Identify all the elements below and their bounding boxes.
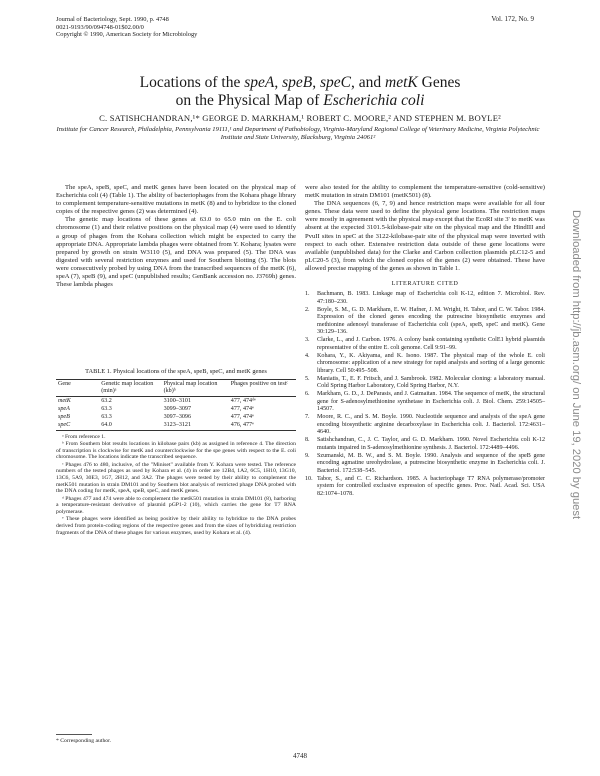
- reference-item: [305, 453, 545, 476]
- physical-locations-table: [56, 379, 296, 431]
- reference-list: [305, 291, 545, 498]
- title-gene-speB: speB: [282, 74, 313, 91]
- physical-map-cell: 3099–3097: [163, 405, 191, 412]
- reference-item: [305, 307, 545, 337]
- reference-item: [305, 391, 545, 414]
- title-text: , and: [351, 74, 386, 91]
- table-row: [56, 397, 296, 406]
- table-footnote: ᵇ From Southern blot results locations in kilobase pairs (kb) as assigned in reference 4. The direction of transcription is clockwise for metK and counterclockwise for the spe genes with respect to the E. coli chromosome. The locations indicate the transcribed sequence.: [56, 441, 296, 461]
- gene-cell: speB: [58, 413, 70, 420]
- article-title: [20, 74, 580, 110]
- page-number: 4748: [293, 752, 307, 760]
- title-organism: Escherichia coli: [323, 92, 425, 109]
- table-header-cell: Gene: [56, 380, 99, 397]
- reference-text: Moore, R. C., and S. M. Boyle. 1990. Nucleotide sequence and analysis of the speA gene encoding biosynthetic arginine decarboxylase in Escherichia coli. J. Bacteriol. 172:4631–4640.: [317, 414, 545, 436]
- journal-header: [56, 16, 197, 39]
- reference-number: 8.: [305, 437, 310, 444]
- reference-text: Bachmann, B. 1983. Linkage map of Escherichia coli K-12, edition 7. Microbiol. Rev. 47:180–230.: [317, 291, 545, 305]
- table-header-cell: Phages positive on testᶜ: [229, 380, 296, 397]
- references-heading: LITERATURE CITED: [391, 280, 459, 288]
- reference-text: Tabor, S., and C. C. Richardson. 1985. A bacteriophage T7 RNA polymerase/promoter system for controlled exclusive expression of specific genes. Proc. Natl. Acad. Sci. USA 82:1074–1078.: [317, 475, 545, 497]
- reference-number: 2.: [305, 306, 310, 313]
- right-column: [305, 184, 545, 499]
- reference-text: Satishchandran, C., J. C. Taylor, and G. D. Markham. 1990. Novel Escherichia coli K-12 mutants impaired in S-adenosylmethionine synthesis. J. Bacteriol. 172:4489–4496.: [317, 437, 545, 451]
- table-footnote: ᵈ Phages 477 and 474 were able to complement the metK501 mutation in strain DM101 (8), harboring a temperature-resistant derivative of plasmid pGP1-2 (10), which carries the gene for T7 RNA polymerase.: [56, 495, 296, 516]
- table-row: [56, 422, 296, 431]
- reference-number: 3.: [305, 337, 310, 344]
- genetic-map-cell: 64.0: [99, 422, 161, 431]
- reference-number: 7.: [305, 414, 310, 421]
- table-1: [56, 368, 296, 537]
- title-gene-speC: speC: [320, 74, 352, 91]
- body-paragraph-3: were also tested for the ability to complement the temperature-sensitive (cold-sensitive) metK mutation in strain DM101 (metK501) (8).: [305, 184, 545, 200]
- reference-text: Szumanski, M. B. W., and S. M. Boyle. 1990. Analysis and sequence of the speB gene encoding agmatine ureohydrolase, a putrescine biosynthetic enzyme in Escherichia coli. J. Bacteriol. 172:538–545.: [317, 452, 545, 474]
- journal-citation-line: Journal of Bacteriology, Sept. 1990, p. 4748: [56, 16, 169, 23]
- left-column: [56, 184, 296, 289]
- body-paragraph-1: The speA, speB, speC, and metK genes have been located on the physical map of Escherichia coli (4) (Table 1). The ability of bacteriophages from the Kohara phage library to complement temperature-sensitive mutations in metK (8) and to hybridize to the cloned copies of the respective genes (2) was determined (4).: [56, 184, 296, 216]
- table-footnote: ᵉ These phages were identified as being positive by their ability to hybridize to the DNA probes derived from protein-coding regions of the respective genes and from the sizes of hybridizing restriction fragments of the DNA of these phages for various enzymes, used by Kohara et al. (4).: [56, 516, 296, 536]
- physical-map-cell: 3123–3121: [162, 422, 229, 431]
- phages-cell: 477, 474ᵉ: [230, 405, 254, 412]
- reference-number: 1.: [305, 291, 310, 298]
- footnote-rule: [56, 734, 92, 735]
- title-gene-metK: metK: [385, 74, 418, 91]
- physical-map-cell: 3097–3096: [163, 413, 191, 420]
- copyright-line: Copyright © 1990, American Society for Microbiology: [56, 31, 198, 39]
- volume-label: Vol. 172, No. 9: [491, 15, 534, 23]
- title-gene-speA: speA: [244, 74, 275, 91]
- reference-number: 9.: [305, 452, 310, 459]
- body-paragraph-4: The DNA sequences (6, 7, 9) and hence restriction maps were available for all four genes. These data were used to define the physical gene locations. The restriction maps were mostly in agreement with the physical map except that the EcoRI site 3' to metK was absent at the expected 3101.5-kilobase-pair site on the physical map and the HindIII and PvuII sites in speC at the 3122-kilobase-pair site of the physical map were inverted with respect to each other. Extensive restriction data outside of these gene locations were available (unpublished data) for the Clarke and Carbon collection plasmids pLC12-5 and pLC20-5 (3), from which the cloned copies of the genes (2) were obtained. These have allowed precise mapping of the genes as shown in Table 1.: [305, 200, 545, 272]
- title-text: ,: [274, 74, 283, 91]
- reference-text: Markham, G. D., J. DeParasis, and J. Gatmaitan. 1984. The sequence of metK, the structural gene for S-adenosylmethionine synthetase in Escherichia coli. J. Biol. Chem. 259:14505–14507.: [317, 391, 545, 413]
- title-line-1: [20, 74, 580, 92]
- title-text: ,: [312, 74, 321, 91]
- reference-item: [305, 376, 545, 391]
- phages-cell: 477, 474ᵈᵉ: [230, 397, 256, 404]
- corresponding-author-note: * Corresponding author.: [56, 738, 112, 744]
- table-footnote: ᶜ Phages 476 to 480, inclusive, of the "Miniset" available from Y. Kohara were tested. The reference numbers of the tested phages as used by Kohara et al. (4) in order are 12B4, 1A2, 6C5, 1H10, 13G10, 13C6, 5A9, 30E3, 1G7, 2H12, and 3A2. The phages were tested by their ability to complement the metK501 mutation in strain DM101 and by Southern blot analysis of restricted phage DNA probed with the DNA coding for metK, speA, speB, speC, and metK genes.: [56, 461, 296, 495]
- title-text: on the Physical Map of: [175, 92, 324, 109]
- phages-cell: 477, 474ᵉ: [230, 413, 254, 420]
- title-line-2: [20, 92, 580, 110]
- reference-number: 6.: [305, 391, 310, 398]
- reference-text: Kohara, Y., K. Akiyama, and K. Isono. 1987. The physical map of the whole E. coli chromosome: application of a new strategy for rapid analysis and sorting of a large genomic library. Cell 50:495–508.: [317, 352, 545, 374]
- gene-cell: speA: [58, 405, 70, 412]
- table-caption: TABLE 1. Physical locations of the speA, speB, speC, and metK genes: [85, 368, 267, 375]
- reference-item: [305, 476, 545, 499]
- gene-cell: metK: [58, 397, 71, 404]
- title-text: Genes: [417, 74, 461, 91]
- body-paragraph-2: The genetic map locations of these genes at 63.0 to 65.0 min on the E. coli chromosome (1) and their relative positions on the physical map (4) were used to identify a group of phages from the Kohara collection which might be expected to carry the appropriate DNA. Appropriate lambda phages were obtained from Y. Kohara; lysates were prepared by growth on strain W3110 (5), and DNA was prepared (5). The DNA was digested with several restriction enzymes and used for Southern blotting (5). The blots were consecutively probed by using DNA from the transcribed sequences of the metK (6), speA (7), speB (9), and speC (unpublished results; GenBank accession no. J3769h) genes. These lambda phages: [56, 216, 296, 289]
- table-footnotes: [56, 434, 296, 537]
- reference-item: [305, 437, 545, 452]
- author-list: C. SATISHCHANDRAN,¹* GEORGE D. MARKHAM,¹ ROBERT C. MOORE,² AND STEPHEN M. BOYLE²: [99, 113, 501, 123]
- genetic-map-cell: 63.3: [101, 405, 112, 412]
- reference-number: 5.: [305, 375, 310, 382]
- table-header-row: [56, 380, 296, 397]
- phages-cell: 476, 477ᵉ: [229, 422, 296, 431]
- genetic-map-cell: 63.2: [101, 397, 112, 404]
- table-row: [56, 405, 296, 413]
- reference-item: [305, 414, 545, 437]
- reference-item: [305, 337, 545, 352]
- reference-number: 10.: [305, 475, 313, 482]
- download-watermark-text: Downloaded from http://jb.asm.org/ on June 19, 2020 by guest: [570, 210, 582, 520]
- table-header-cell: Genetic map location (min)ᵃ: [99, 380, 161, 397]
- reference-text: Maniatis, T., E. F. Fritsch, and J. Sambrook. 1982. Molecular cloning: a laboratory manual. Cold Spring Harbor Laboratory, Cold Spring Harbor, N.Y.: [317, 375, 545, 390]
- reference-number: 4.: [305, 352, 310, 359]
- physical-map-cell: 3100–3101: [163, 397, 191, 404]
- affiliations: Institute for Cancer Research, Philadelphia, Pennsylvania 19111,¹ and Department of Pathobiology, Virginia-Maryland Regional College of Veterinary Medicine, Virginia Polytechnic Institute and State University, Blacksburg, Virginia 24061²: [56, 126, 540, 141]
- table-row: [56, 413, 296, 421]
- table-header-cell: Physical map location (kb)ᵇ: [162, 380, 229, 397]
- reference-text: Clarke, L., and J. Carbon. 1976. A colony bank containing synthetic ColE1 hybrid plasmids representative of the entire E. coli genome. Cell 9:91–99.: [317, 337, 545, 351]
- title-text: Locations of the: [139, 74, 245, 91]
- reference-text: Boyle, S. M., G. D. Markham, E. W. Hafner, J. M. Wright, H. Tabor, and C. W. Tabor. 1984. Expression of the cloned genes encoding the putrescine biosynthetic enzymes and methionine adenosyl transferase of Escherichia coli (speA, speB, speC and metK). Gene 30:129–136.: [317, 306, 545, 336]
- journal-code-line: 0021-9193/90/094748-01$02.00/0: [56, 23, 144, 31]
- reference-item: [305, 353, 545, 376]
- gene-cell: speC: [56, 422, 99, 431]
- reference-item: [305, 291, 545, 306]
- table-footnote: ᵃ From reference 1.: [62, 433, 106, 440]
- genetic-map-cell: 63.3: [101, 413, 112, 420]
